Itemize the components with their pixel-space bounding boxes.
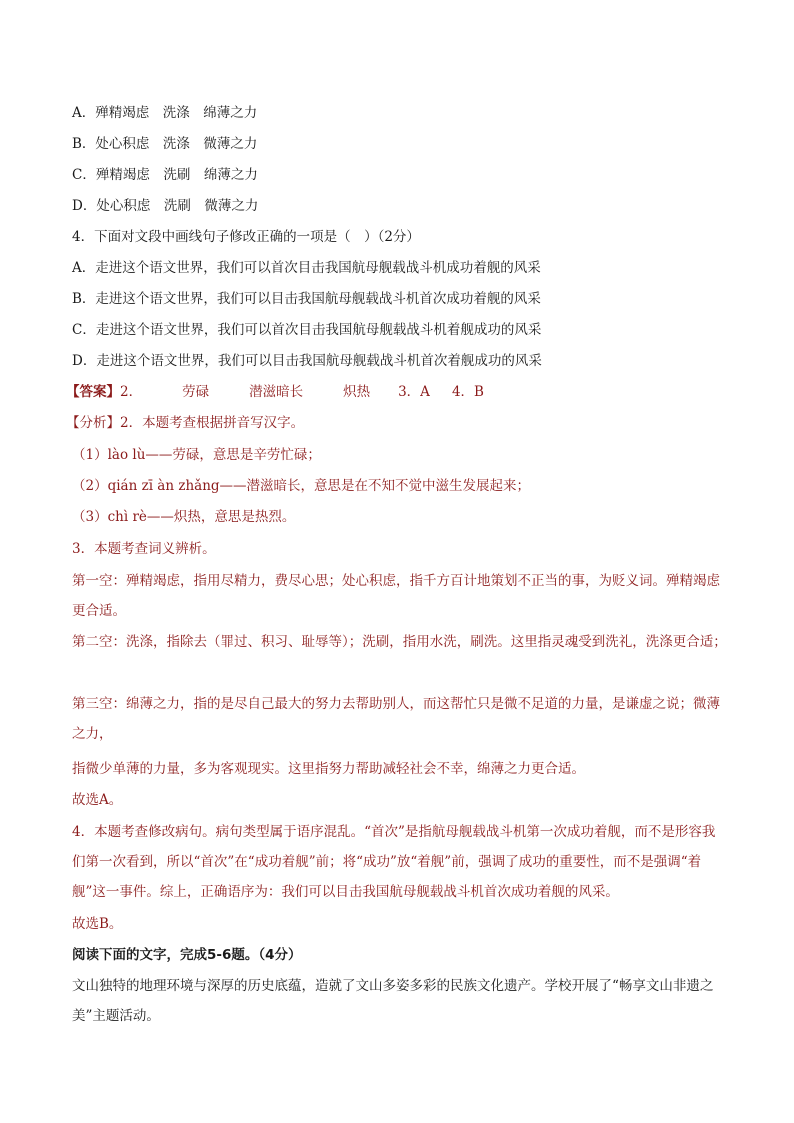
q3-option-c: C．殚精竭虑 洗刷 绵薄之力: [72, 167, 258, 183]
answer-q4: 4．B: [451, 384, 484, 400]
q3-option-b: B．处心积虑 洗涤 微薄之力: [72, 136, 258, 152]
q3-option-a: A．殚精竭虑 洗涤 绵薄之力: [72, 105, 258, 121]
pinyin-item-1: （1）lào lù——劳碌，意思是辛劳忙碌；: [72, 447, 321, 463]
q3-blank3-analysis-cont: 指微少单薄的力量，多为客观现实。这里指努力帮助减轻社会不幸，绵薄之力更合适。: [72, 761, 585, 777]
pinyin-item-2: （2）qián zī àn zhǎng——潜滋暗长，意思是在不知不觉中滋生发展起来；: [72, 478, 531, 494]
answer-word-2: 潜滋暗长: [249, 384, 304, 400]
q4-option-b: B．走进这个语文世界，我们可以目击我国航母舰载战斗机首次成功着舰的风采: [72, 291, 541, 307]
answer-q3: 3．A: [398, 384, 430, 400]
analysis-intro: 2．本题考查根据拼音写汉字。: [120, 415, 305, 431]
q4-stem: 4．下面对文段中画线句子修改正确的一项是（ ）（2分）: [72, 229, 420, 245]
q3-analysis-intro: 3．本题考查词义辨析。: [72, 541, 216, 557]
q4-option-d: D．走进这个语文世界，我们可以目击我国航母舰载战斗机首次着舰成功的风采: [72, 353, 542, 369]
section-text: 文山独特的地理环境与深厚的历史底蕴，造就了文山多姿多彩的民族文化遗产。学校开展了“畅享文山非遗之美”主题活动。: [72, 978, 714, 1024]
q4-choice: 故选B。: [72, 916, 123, 932]
q3-option-d: D．处心积虑 洗刷 微薄之力: [72, 198, 259, 214]
analysis-label: 【分析】: [66, 415, 120, 431]
section-heading: 阅读下面的文字，完成5-6题。（4分）: [72, 947, 302, 963]
answer-word-1: 劳碌: [182, 384, 210, 400]
q4-option-a: A．走进这个语文世界，我们可以首次目击我国航母舰载战斗机成功着舰的风采: [72, 260, 541, 276]
q3-choice: 故选A。: [72, 792, 123, 808]
q4-option-c: C．走进这个语文世界，我们可以首次目击我国航母舰载战斗机着舰成功的风采: [72, 322, 542, 338]
pinyin-item-3: （3）chì rè——炽热，意思是热烈。: [72, 509, 296, 525]
q3-blank1-analysis: 第一空：殚精竭虑，指用尽精力，费尽心思；处心积虑，指千方百计地策划不正当的事，为贬义词。殚精竭虑更合适。: [72, 573, 720, 619]
q3-blank2-analysis: 第二空：洗涤，指除去（罪过、积习、耻辱等）；洗刷，指用水洗，刷洗。这里指灵魂受到洗礼，洗涤更合适；: [72, 634, 727, 650]
answer-word-3: 炽热: [343, 384, 371, 400]
q3-blank3-analysis: 第三空：绵薄之力，指的是尽自己最大的努力去帮助别人，而这帮忙只是微不足道的力量，是谦虚之说；微薄之力，: [72, 696, 720, 742]
answer-q2-number: 2．: [120, 384, 143, 400]
analysis-intro-line: [66, 414, 304, 432]
answer-line: [66, 383, 484, 401]
q4-analysis: 4．本题考查修改病句。病句类型属于语序混乱。“首次”是指航母舰载战斗机第一次成功着舰，而不是形容我们第一次看到，所以“首次”在“成功着舰”前；将“成功”放“着舰”前，强调了成功的重要性，而不是强调“着舰”这一事件。综上，正确语序为：我们可以目击我国航母舰载战斗机首次成功着舰的风采。: [72, 824, 716, 900]
answer-label: 【答案】: [66, 384, 120, 400]
